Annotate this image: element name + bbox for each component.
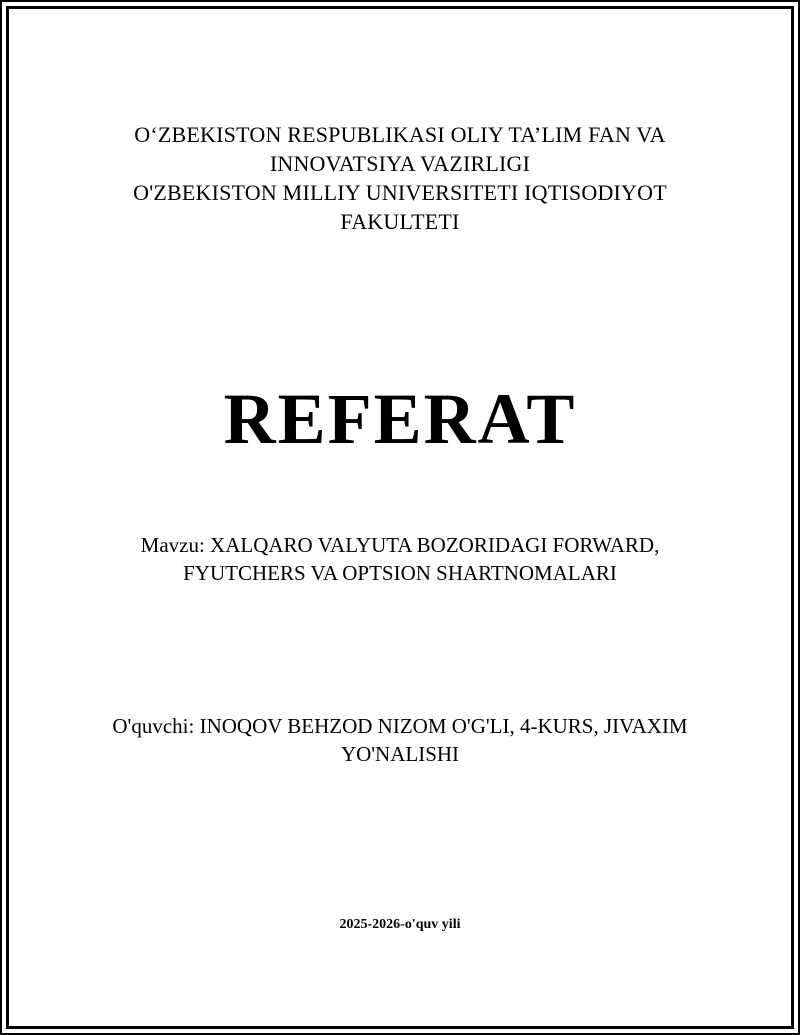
page-content	[9, 9, 791, 1026]
header-block	[110, 120, 690, 236]
topic-line: Mavzu: XALQARO VALYUTA BOZORIDAGI FORWARD, FYUTCHERS VA OPTSION SHARTNOMALARI	[140, 533, 660, 585]
ministry-line: OʻZBEKISTON RESPUBLIKASI OLIY TA’LIM FAN VA INNOVATSIYA VAZIRLIGI	[134, 122, 666, 176]
student-line: O'quvchi: INOQOV BEHZOD NIZOM O'G'LI, 4-KURS, JIVAXIM YO'NALISHI	[112, 714, 688, 766]
academic-year: 2025-2026-o'quv yili	[339, 917, 461, 932]
document-title: REFERAT	[223, 379, 577, 459]
university-line: O'ZBEKISTON MILLIY UNIVERSITETI IQTISODIYOT FAKULTETI	[133, 180, 667, 234]
